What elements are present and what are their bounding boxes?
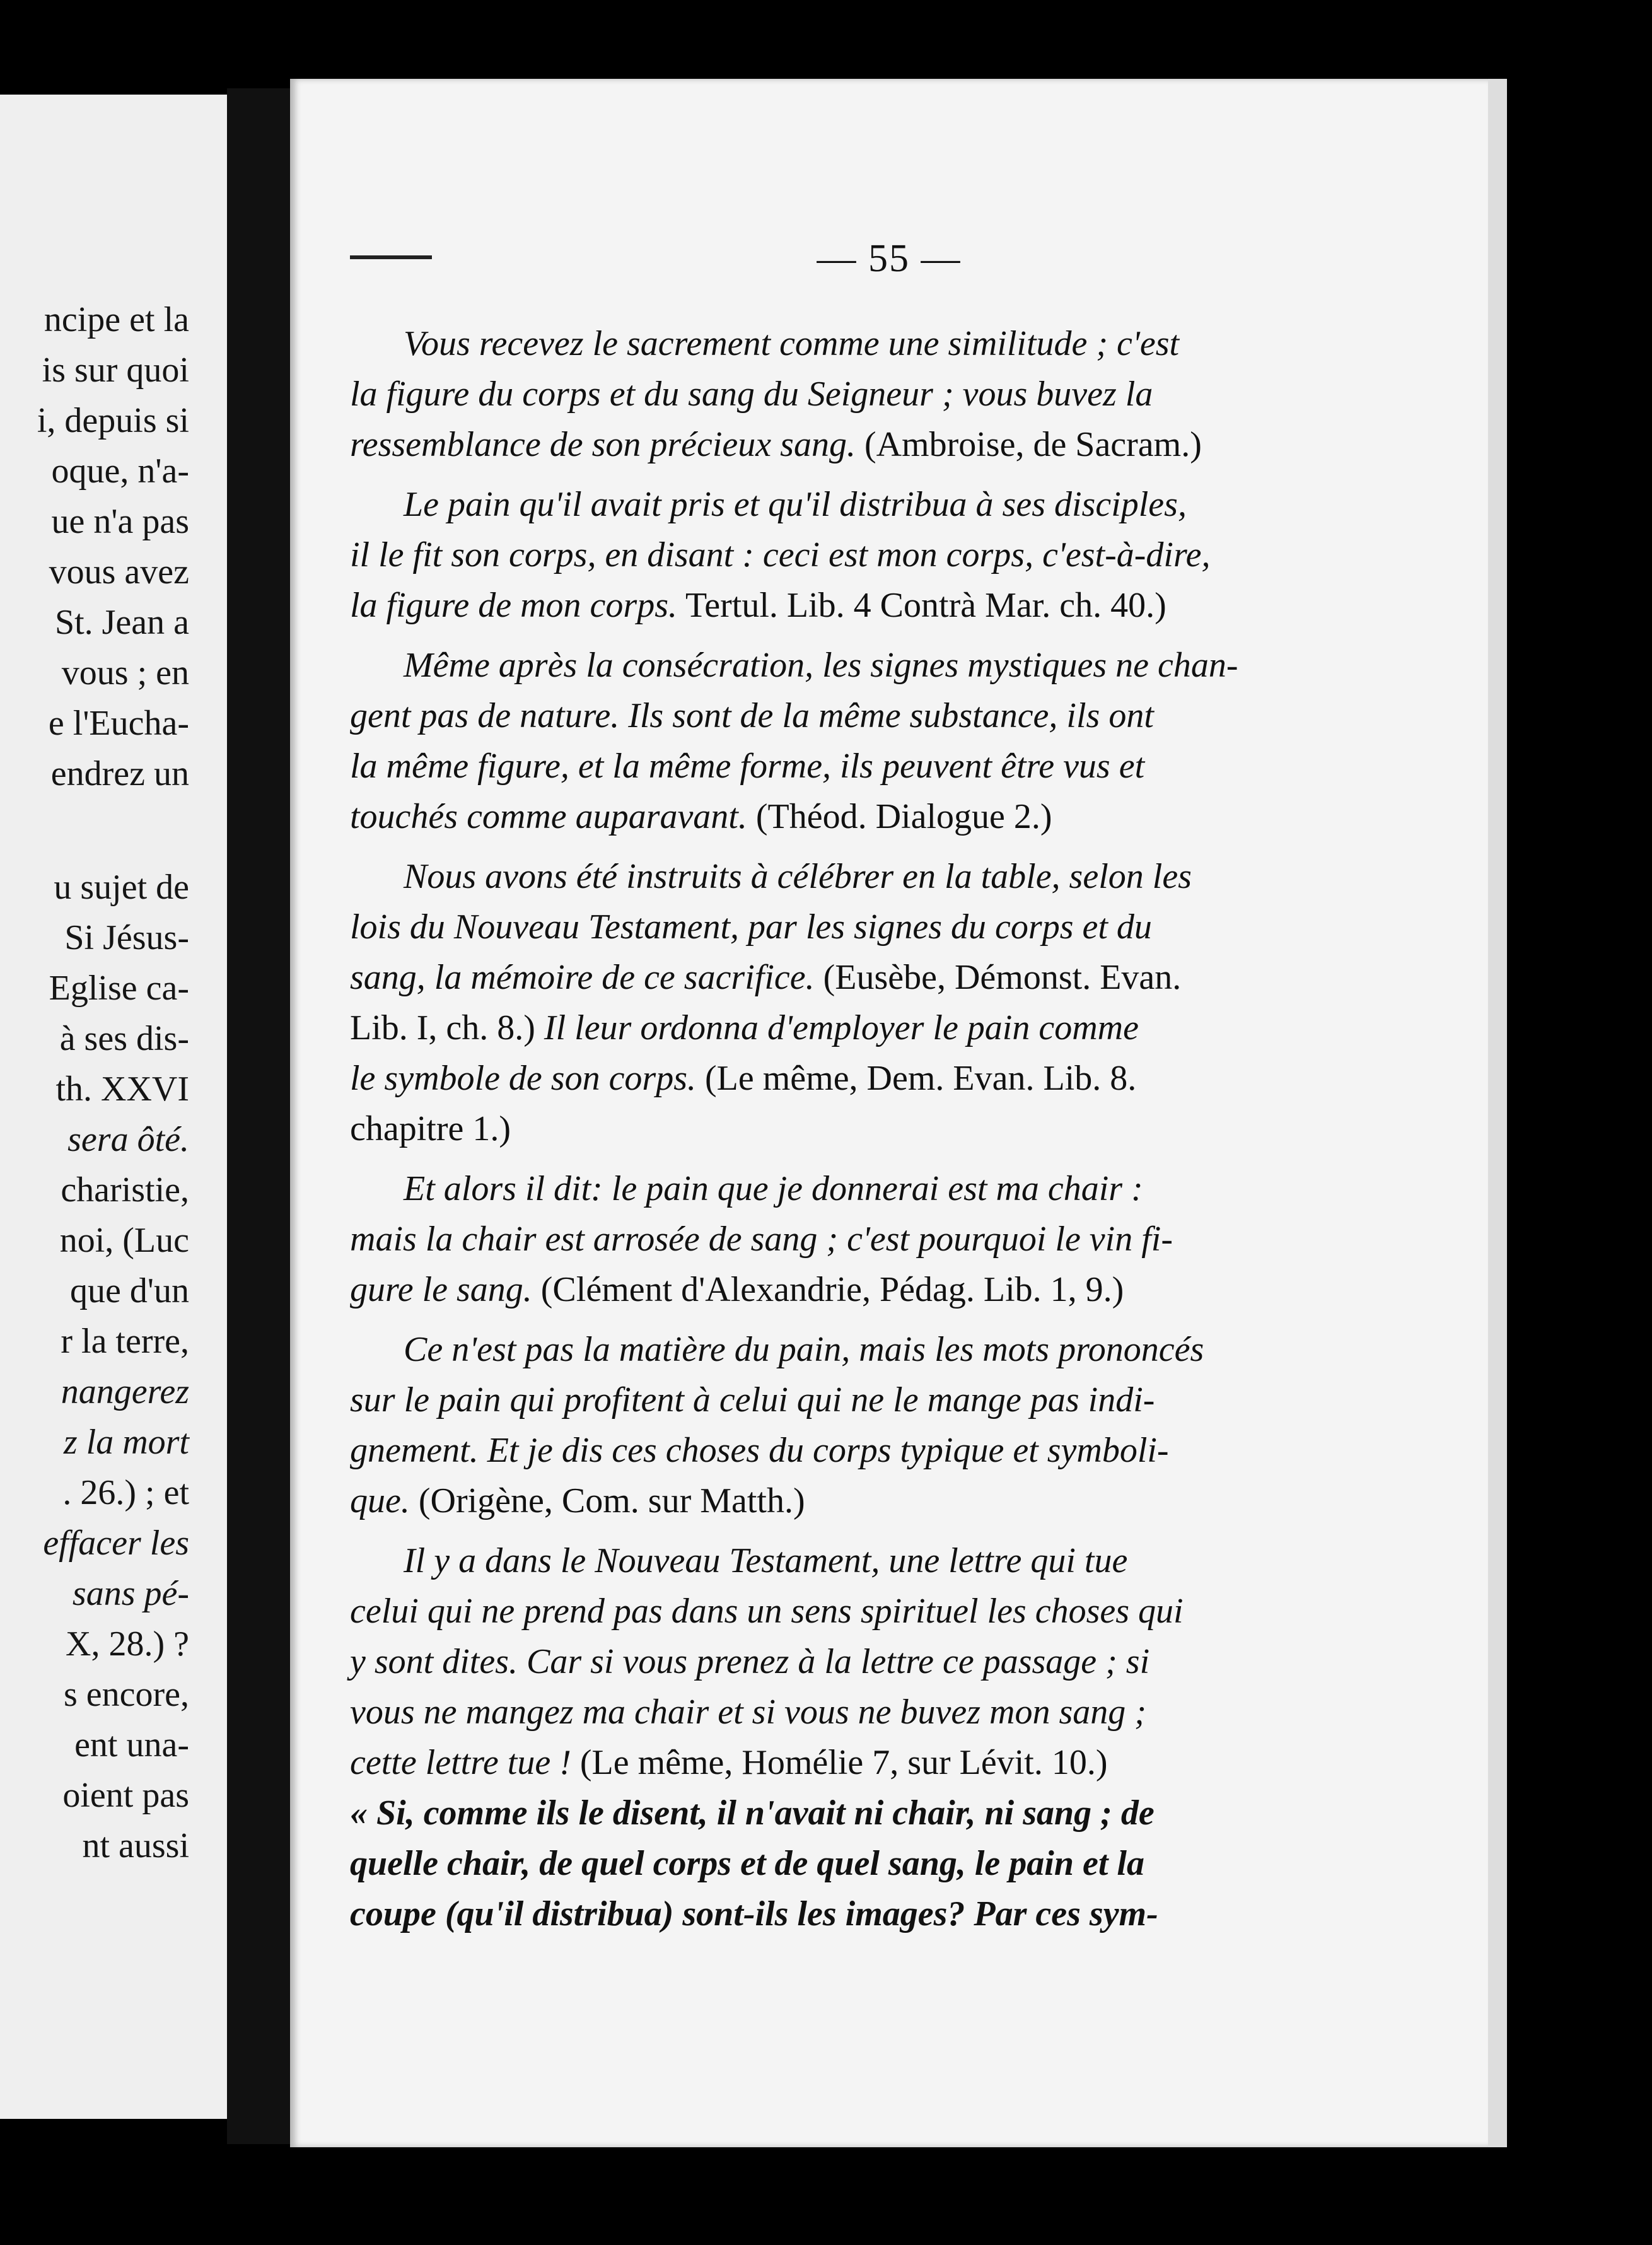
left-page-line: X, 28.) ? xyxy=(66,1624,189,1664)
left-page-line: . 26.) ; et xyxy=(62,1473,189,1512)
left-page-line: charistie, xyxy=(61,1170,189,1210)
left-page-line: s encore, xyxy=(63,1675,189,1714)
text-line: Et alors il dit: le pain que je donnerai est ma chair : xyxy=(404,1169,1143,1208)
left-page-line: i, depuis si xyxy=(37,401,189,440)
left-page-line: th. XXVI xyxy=(55,1070,189,1109)
left-page-line: oque, n'a- xyxy=(51,452,189,491)
left-page-line: ent una- xyxy=(74,1725,189,1764)
left-page-line: nangerez xyxy=(61,1372,189,1411)
left-page-line: is sur quoi xyxy=(42,351,189,390)
text-line: ressemblance de son précieux sang. (Ambroise, de Sacram.) xyxy=(350,425,1202,464)
text-line: gnement. Et je dis ces choses du corps typique et symboli- xyxy=(350,1431,1169,1470)
text-line: touchés comme auparavant. (Théod. Dialogue 2.) xyxy=(350,797,1052,836)
left-page-line: oient pas xyxy=(62,1776,189,1815)
text-line: quelle chair, de quel corps et de quel sang, le pain et la xyxy=(350,1844,1144,1883)
left-page-line: sera ôté. xyxy=(67,1120,189,1159)
text-line: Le pain qu'il avait pris et qu'il distribua à ses disciples, xyxy=(404,485,1187,524)
page-edge xyxy=(1488,79,1507,2147)
text-line: sur le pain qui profitent à celui qui ne le mange pas indi- xyxy=(350,1380,1155,1420)
text-line: que. (Origène, Com. sur Matth.) xyxy=(350,1481,805,1520)
text-line: « Si, comme ils le disent, il n'avait ni chair, ni sang ; de xyxy=(350,1793,1155,1833)
text-line: Ce n'est pas la matière du pain, mais les mots prononcés xyxy=(404,1330,1204,1369)
text-line: gent pas de nature. Ils sont de la même substance, ils ont xyxy=(350,696,1154,735)
text-line: cette lettre tue ! (Le même, Homélie 7, sur Lévit. 10.) xyxy=(350,1743,1108,1782)
left-page-line: sans pé- xyxy=(72,1574,189,1613)
text-line: la figure du corps et du sang du Seigneur ; vous buvez la xyxy=(350,375,1153,414)
text-line: Lib. I, ch. 8.) Il leur ordonna d'employer le pain comme xyxy=(350,1008,1139,1047)
left-page-line: vous ; en xyxy=(61,653,189,692)
left-page-line: ue n'a pas xyxy=(51,502,189,541)
left-page-line: z la mort xyxy=(63,1423,189,1462)
text-line: Nous avons été instruits à célébrer en la table, selon les xyxy=(404,857,1192,896)
book-gutter xyxy=(227,88,290,2144)
left-page-line: vous avez xyxy=(49,552,189,592)
left-page-line: noi, (Luc xyxy=(59,1221,189,1260)
text-line: la figure de mon corps. Tertul. Lib. 4 Contrà Mar. ch. 40.) xyxy=(350,586,1166,625)
text-line: lois du Nouveau Testament, par les signes du corps et du xyxy=(350,907,1152,947)
left-page-line: à ses dis- xyxy=(59,1019,189,1058)
left-page-line: r la terre, xyxy=(61,1322,189,1361)
left-page-line: nt aussi xyxy=(82,1826,189,1865)
page-number: — 55 — xyxy=(817,237,962,280)
text-line: gure le sang. (Clément d'Alexandrie, Pédag. Lib. 1, 9.) xyxy=(350,1270,1124,1309)
text-line: Vous recevez le sacrement comme une similitude ; c'est xyxy=(404,324,1180,363)
text-line: il le fit son corps, en disant : ceci est mon corps, c'est-à-dire, xyxy=(350,535,1211,574)
left-page-line: Si Jésus- xyxy=(64,918,189,957)
left-page-line: effacer les xyxy=(43,1524,189,1563)
text-line: Même après la consécration, les signes mystiques ne chan- xyxy=(404,646,1238,685)
text-line: sang, la mémoire de ce sacrifice. (Eusèbe, Démonst. Evan. xyxy=(350,958,1182,997)
text-line: celui qui ne prend pas dans un sens spirituel les choses qui xyxy=(350,1592,1184,1631)
text-line: y sont dites. Car si vous prenez à la lettre ce passage ; si xyxy=(350,1642,1150,1681)
left-page-line: u sujet de xyxy=(54,868,189,907)
left-page-line: ncipe et la xyxy=(44,300,189,339)
text-line: mais la chair est arrosée de sang ; c'est pourquoi le vin fi- xyxy=(350,1220,1173,1259)
text-line: la même figure, et la même forme, ils peuvent être vus et xyxy=(350,747,1145,786)
text-line: chapitre 1.) xyxy=(350,1109,511,1148)
left-page-line: Eglise ca- xyxy=(49,969,189,1008)
text-line: coupe (qu'il distribua) sont-ils les images? Par ces sym- xyxy=(350,1894,1158,1933)
text-line: Il y a dans le Nouveau Testament, une lettre qui tue xyxy=(404,1541,1128,1580)
left-page-line: endrez un xyxy=(50,754,189,793)
text-line: le symbole de son corps. (Le même, Dem. Evan. Lib. 8. xyxy=(350,1059,1137,1098)
left-facing-page xyxy=(0,95,227,2119)
main-page xyxy=(290,79,1488,2147)
left-page-line: que d'un xyxy=(70,1271,189,1310)
left-page-line: St. Jean a xyxy=(54,603,189,642)
left-page-line: e l'Eucha- xyxy=(48,704,189,743)
text-line: vous ne mangez ma chair et si vous ne buvez mon sang ; xyxy=(350,1693,1146,1732)
